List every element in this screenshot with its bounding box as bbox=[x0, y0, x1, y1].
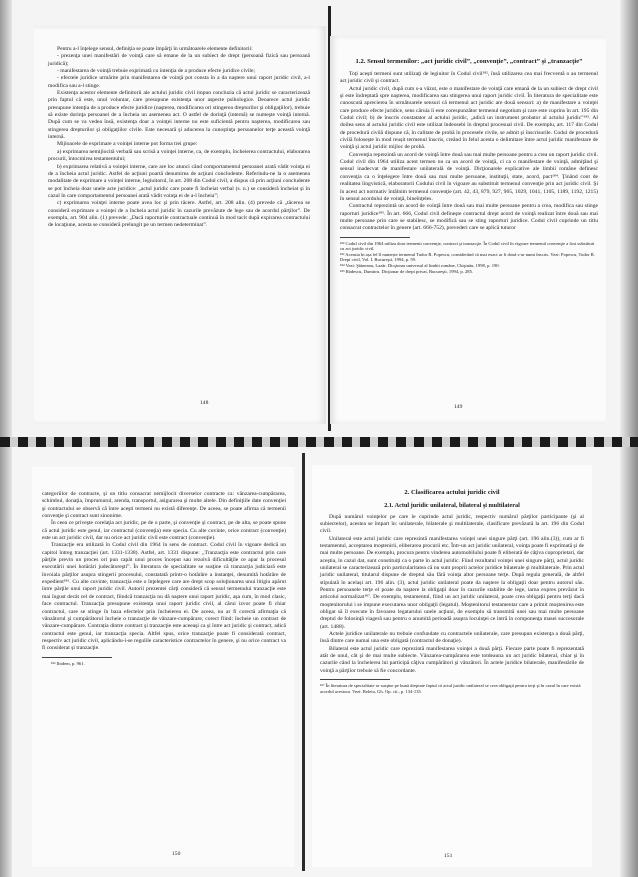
footnote: ¹⁸⁴ Vezi: Şăineanu, Lazăr. Dicţionar universal al limbii române, Chişinău, 1998, p. 190. bbox=[340, 262, 500, 268]
footnote-rule bbox=[340, 237, 410, 238]
page-148-body bbox=[48, 46, 310, 230]
scan-edge-shadow bbox=[620, 447, 638, 877]
page-151 bbox=[312, 465, 592, 867]
footnote-rule bbox=[42, 657, 112, 658]
paragraph: Mijloacele de exprimare a voinţei interne pot forma trei grupe: bbox=[57, 141, 198, 148]
page-number: 151 bbox=[444, 853, 453, 859]
page-number: 149 bbox=[454, 404, 463, 410]
paragraph: După numărul voinţelor pe care le cuprinde actul juridic, respectiv numărul părţilor participante (şi al subiectelor), acestea se împart în: unilaterale, bilaterale şi multilaterale, clasificare prevăzută la art. 196 din Codul civil. bbox=[320, 513, 584, 535]
paragraph: categoriilor de contracte, şi un titlu consacrat nemijlocit diverselor contracte ca: vânzarea-cumpărarea, schimbul, donaţia, împrumutul, arenda, transportul, asigurarea şi multe altele. Din definiţiile date convenţiei şi contractului se observă că între aceşti termeni nu există diferenţe. De aceea, se poate afirma că termenii convenţie şi contract sunt sinonime. bbox=[42, 491, 286, 520]
footnote: ¹⁸⁷ În literatura de specialitate se susţine pe bună dreptate faptul că actul juridic unilateral se crea obligaţii pentru terţi şi în cazul în care există acordul acestora. Vezi: Beleiu, Gh. Op. cit., p. 134-135. bbox=[320, 683, 581, 694]
paragraph: b) exprimarea relativă a voinţei interne, care are loc atunci când comportamentul persoanei arată vădit voinţa ei de a încheia actul juridic. Astfel de acţiuni poartă denumirea de acţiuni concludente. Referindu-ne la o asemenea modalitate de exprimare a voinţei interne, legiuitorul, în art. 208 din Codul civil, a dispus că prin acţiuni concludente se pot încheia doar unele acte juridice: „actul juridic care poate fi încheiat verbal (s. n.) se consideră încheiat şi în cazul în care comportamentul persoanei arată vădit voinţa ei de a-l încheia”; bbox=[48, 163, 310, 199]
footnote: ¹⁸⁵ Rădescu, Dumitru. Dicţionar de drept privat, Bucureşti, 1994, p. 285. bbox=[340, 268, 474, 274]
paragraph: Existenţa acestor elemente definitorii ale actului juridic civil impun concluzia că actul juridic se caracterizează prin faptul că este, unul voluntar, care presupune existenţa unor aspecte psihologice. Deoarece actul juridic presupune intenţia de a produce efecte juridice (naşterea, modificarea ori stingerea drepturilor şi obligaţiilor), trebuie să existe dorinţa persoanei de a încheia un asemenea act. O astfel de dorinţă (internă) se numeşte voinţă internă. După cum se va vedea însă, existenţa doar a voinţei interne nu este suficientă pentru naşterea, modificarea sau stingerea drepturilor şi obligaţiilor civile. Este necesară şi aducerea la cunoştinţa persoanelor terţe această voinţă internă. bbox=[48, 90, 310, 141]
page-149 bbox=[330, 36, 606, 424]
page-number: 148 bbox=[200, 400, 209, 406]
paragraph: Bilateral este actul juridic care reprezintă manifestarea voinţei a două părţi. Fiecare parte poate fi reprezentată atât de unul, cât şi de mai multe subiecte. Vânzarea-cumpărarea este totdeauna un act juridic bilateral, chiar şi în cazurile când la încheierea lui participă câţiva cumpărători şi vânzători. În actele juridice bilaterale, manifestările de voinţă a părţilor trebuie să fie concordante. bbox=[320, 645, 584, 674]
page-150 bbox=[32, 467, 294, 867]
scan-edge-shadow bbox=[0, 0, 12, 437]
footnote-rule bbox=[320, 679, 390, 680]
paragraph: Actul juridic civil, după cum s-a văzut, este o manifestare de voinţă care emană de la un subiect de drept civil şi este îndreptată spre naşterea, modificarea sau stingerea unui raport juridic civil. În literatura de specialitate este cunoscută aprecierea în următoarele sensuri că termenul act juridic are două sensuri: a) de manifestare a voinţei care produce efecte juridice, sens căruia îi este corespunzător termenul negotium şi care este cuprins în art. 195 din Codul civil; b) de înscris constatator al actului juridic, „adică un instrument probator al actului juridic”¹⁸³. Al doilea sens al actului juridic civil este utilizat îndeosebi în dreptul procesual civil. De exemplu, art. 117 din Codul de procedură civilă dispune că, în calitate de probă în procesele civile, se admit şi înscrisurile. Codul de procedură civilă folosește în mod reușit termenul înscris, creând în felul acesta o delimitare între actul juridic manifestare de voinţă şi actul juridic mijloc de probă. bbox=[340, 85, 598, 151]
paragraph: Pentru a-l înţelege sensul, definiţia se poate împărţi în următoarele elemente definitorii: bbox=[57, 46, 253, 52]
paragraph: - efectele juridice urmărite prin manifestarea de voinţă pot consta în a da naştere unui raport juridic civil, a-l modifica sau a-l stinge. bbox=[48, 75, 310, 89]
subsection-title: 2.1. Actul juridic unilateral, bilateral şi multilateral bbox=[384, 502, 520, 509]
paragraph: Tranzacţie era utilizată în Codul civil din 1964 în sens de contract. Codul civil în vigoare dedică un capitol întreg tranzacţiei (art. 1331-1338). Astfel, art. 1331 dispune: „Tranzacţia este contractul prin care părţile previn un proces ori pun capăt unui proces început sau rezolvă dificultăţile ce apar la procesul executării unei hotărâri judecătoreşti”. În literatura de specialitate se susţine că tranzacţia judiciară este învoiala părţilor asupra stingerii procesului, constatată printr-o hotărâre a instanţei, denumită hotărâre de expedient¹⁸⁶. Cu alte cuvinte, tranzacţia este o înţelegere care are drept scop soluţionarea unui litigiu apărut între părţile unui raport juridic civil. Autorii prezentei cărţi consideră că sensul termenului tranzacţie este mai îngust decât cel de contract, fiindcă tranzacţia nu dă naştere unui raport juridic, aşa cum, în mod clasic, face contractul. Tranzacţia presupune existenţa unui raport juridic civil, al cărui izvor poate fi chiar contractul, care se stinge în baza efectelor prin încheierea ei. De aceea, nu ar fi corectă afirmaţia că vânzătorul şi cumpărătorul încheie o tranzacţie de vânzare-cumpărare, corect fiind: încheie un contract de vânzare-cumpărare. Contrația dintre contract şi tranzacţie este aceeaşi ca şi între act juridic şi contract, adică contractul este genul, iar tranzacţia specia. Altfel spus, orice tranzacţie poate fi considerată contract, respectiv act juridic civil, aplicându-i-se regulile caracteristice contractelor în genere, şi nu orice contract va fi considerat şi tranzacţie. bbox=[42, 542, 286, 652]
page-149-body bbox=[340, 58, 598, 274]
page-150-body bbox=[42, 491, 286, 666]
paragraph: Unilateral este actul juridic care reprezintă manifestarea voinţei unei singure părţi (art. 196 alin.(3)), cum ar fi testamentul, acceptarea moştenirii, eliberarea procurii etc. Într-un act juridic unilateral, voinţa poate fi exprimată şi de mai multe persoane. De exemplu, procura pentru vinderea automobilului poate fi eliberată de câţiva coproprietari, dar aceştia, în cazul dat, sunt constituiţi ca o parte în actul juridic. Fiind rezultatul voinţei unei singure părţi, actul juridic unilateral se caracterizează prin particularitatea că nu sunt proprii actelor juridice bilaterale şi multilaterale. Prin actul juridic unilateral, titularul dispune de dreptul său fără voinţa altor persoane terţe. După regula generală, de altfel stipulată în același art. 196 alin. (3), actul juridic unilateral poate da naştere la obligaţii doar pentru autorul său. Pentru persoanele terţe el poate da naştere la obligaţii doar în cazurile stabilite de lege, iarna expres prevăzut în articolul normalizat¹⁸⁷. De exemplu, testamentul, fiind un act juridic unilateral, poate crea obligaţii pentru terţi dacă moştenitorului i se impune executarea unor obligaţii (legatul). Moştenitorul testamentar care a primit moştenirea este obligat să îl execute în favoarea legatarului unele acţiuni, de exemplu să transmită unei sau mai multe persoane dreptul de folosinţă viageră sau pentru o anumită perioadă asupra locuinţei ce intră în componenţa masei succesorale (art. 1488). bbox=[320, 535, 584, 630]
top-scan-sheet bbox=[0, 0, 638, 437]
page-151-body bbox=[320, 489, 584, 694]
page-number: 150 bbox=[172, 851, 181, 857]
paragraph: Actele juridice unilaterale nu trebuie confundate cu contractele unilaterale, care presupun existenţa a două părţi, însă dintre care numai una este obligată (contractul de donaţie). bbox=[320, 631, 584, 645]
footnote: ¹⁸⁶ Ibidem, p. 961. bbox=[51, 660, 85, 666]
section-title: 2. Clasificarea actului juridic civil bbox=[404, 489, 500, 496]
paragraph: Contractul reprezintă un acord de voinţă între două sau mai multe persoane pentru a crea, modifica sau stinge raporturi juridice¹⁸⁵. În art. 666, Codul civil defineşte contractul drept acord de voinţă realizat între două sau mai multe persoane prin care se stabilesc, se modifică sau se sting raporturi juridice. Codul civil cuprinde un titlu consacrat contractelor în genere (art. 666-752), prevederi care se aplică tuturor bbox=[340, 203, 598, 232]
section-title: 1.2. Sensul termenilor: „act juridic civil”, „convenţie”, „contract” şi „tranzacţie” bbox=[355, 58, 583, 65]
paragraph: - prezenţa unei manifestări de voinţă care să emane de la un subiect de drept (persoană fizică sau persoană juridică); bbox=[48, 53, 310, 67]
bottom-scan-sheet bbox=[0, 447, 638, 877]
footnote: ¹⁸² Codul civil din 1964 utiliza doar termenii convenţie, contract şi tranzacţie. În Codul civil în vigoare termenul convenţie a fost substituit cu act juridic civil. bbox=[340, 240, 595, 252]
paragraph: Toţi aceşti termeni sunt utilizaţi de legiuitor în Codul civil¹⁸², însă utilizarea cea mai frecventă o au termenul act juridic civil şi contract. bbox=[340, 71, 598, 85]
paragraph: - manifestarea de voinţă trebuie exprimată cu intenţia de a produce efecte juridice civile; bbox=[57, 68, 256, 75]
paragraph: În ceea ce priveşte corelaţia act juridic, pe de o parte, şi convenţie şi contract, pe de alta, se poate spune că actul juridic este genul, iar contractul (convenţia) este specia. Cu alte cuvinte, orice contract (convenţie) este un act juridic civil, dar nu orice act juridic civil este contract (convenţie). bbox=[42, 520, 286, 542]
page-148 bbox=[34, 26, 326, 424]
binding-strip bbox=[0, 437, 638, 447]
book-spine bbox=[302, 453, 305, 871]
scan-edge-shadow bbox=[0, 447, 12, 877]
footnote: ¹⁸³ Aceasta în așa fel îl numește termenul Tudor R. Popescu, considerând că mai exact ar fi două s-ar numi înscris. Vezi: Popescu, Tudor R. Drept civil, Vol. I, Bucureşti, 1994, p. 59. bbox=[340, 251, 595, 263]
paragraph: c) exprimarea voinţei interne poate avea loc şi prin tăcere. Astfel, art. 208 alin. (4) prevede că „tăcerea se consideră exprimare a voinţei de a încheia actul juridic în cazurile prevăzute de lege sau de acordul părţilor”. De exemplu, art. 904 alin. (1) prevede: „Dacă raporturile contractuale continuă în mod tacit după expirarea contractului de locaţiune, acesta se consideră prelungit pe un termen nedeterminat”. bbox=[48, 200, 310, 229]
paragraph: a) exprimarea nemijlocită verbală sau scrisă a voinţei interne, ca, de exemplu, încheierea contractului, elaborarea procurii, întocmirea testamentului; bbox=[48, 148, 310, 163]
paragraph: Convenţia reprezintă un acord de voinţă între două sau mai multe persoane pentru a crea un raport juridic civil. Codul civil din 1964 utiliza acest termen nu ca un acord de voinţă, ci ca o manifestare de voinţă, admiţând şi sensul inadecvat de manifestare unilaterală de voinţă. Dicţionarele explicative ale limbii române definesc convenţia ca o înţelegere între două sau mai multe persoane, instituţii, state, acord, pact¹⁸⁴. Ţinând cont de realitatea lingvistică, elaboratorii Codului civil în vigoare au substituit termenul convenţie prin act juridic civil. Şi în acest act normativ întâlnim termenul convenţie (art. 42, 43, 879, 927, 965, 1029, 1041, 1105, 1189, 1192, 1215) în sensul acordului de voinţă, bineînţeles. bbox=[340, 151, 598, 202]
scan-edge-shadow bbox=[620, 0, 638, 437]
